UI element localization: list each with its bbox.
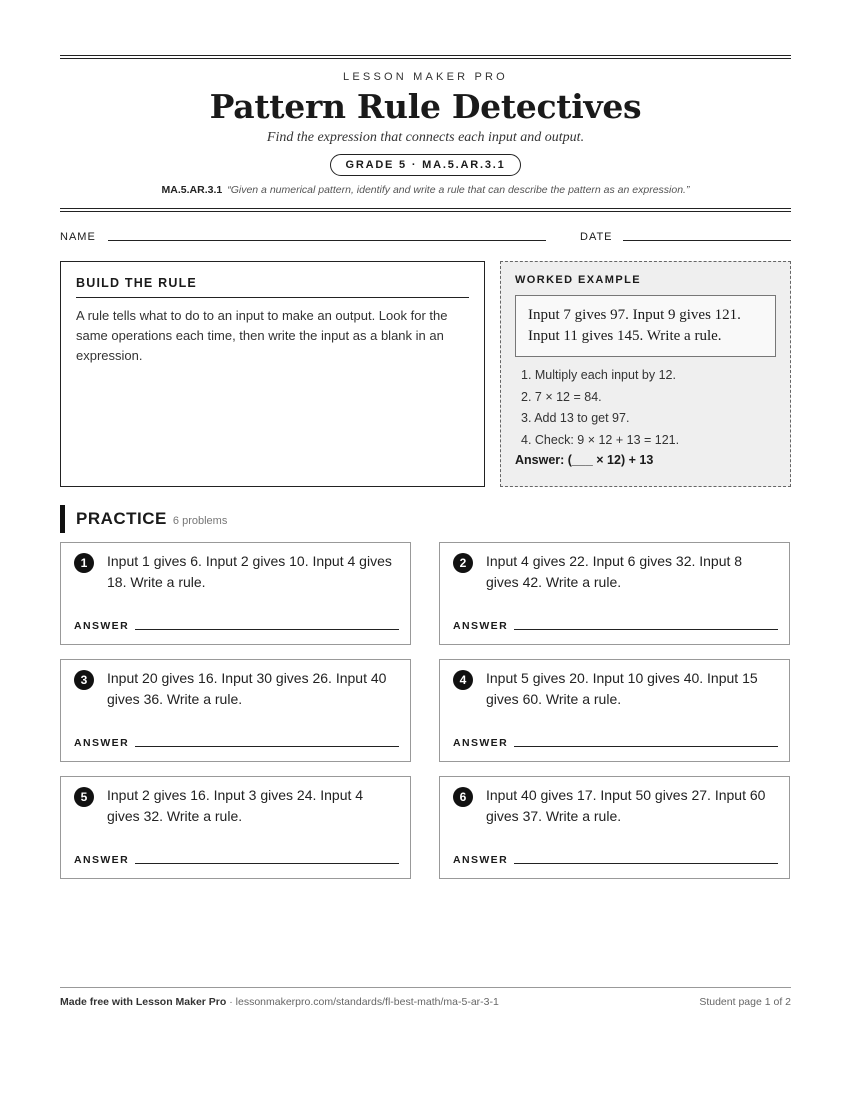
grade-badge: GRADE 5 · MA.5.AR.3.1 bbox=[330, 154, 520, 176]
build-rule-heading: BUILD THE RULE bbox=[76, 276, 469, 298]
answer-field[interactable] bbox=[514, 746, 778, 747]
problem-text: Input 20 gives 16. Input 30 gives 26. Input 40 gives 36. Write a rule. bbox=[107, 670, 387, 707]
worked-example-steps bbox=[521, 365, 790, 451]
worked-step: 4. Check: 9 × 12 + 13 = 121. bbox=[521, 432, 680, 447]
problem-number-badge: 3 bbox=[74, 670, 94, 690]
answer-field[interactable] bbox=[514, 863, 778, 864]
answer-label: ANSWER bbox=[453, 854, 509, 866]
problem-card-5 bbox=[60, 776, 411, 879]
problem-card-4 bbox=[439, 659, 790, 762]
footer-url[interactable]: · lessonmakerpro.com/standards/fl-best-math/ma-5-ar-3-1 bbox=[229, 996, 499, 1008]
practice-count: 6 problems bbox=[172, 515, 228, 527]
date-field[interactable] bbox=[623, 240, 791, 241]
worked-example-answer: Answer: (___ × 12) + 13 bbox=[515, 453, 654, 467]
worked-step: 3. Add 13 to get 97. bbox=[521, 411, 630, 425]
name-date-row bbox=[60, 229, 791, 245]
answer-field[interactable] bbox=[514, 629, 778, 630]
worked-example-problem: Input 7 gives 97. Input 9 gives 121. Input 11 gives 145. Write a rule. bbox=[515, 295, 776, 357]
problem-text: Input 4 gives 22. Input 6 gives 32. Input 8 gives 42. Write a rule. bbox=[486, 553, 743, 590]
brand-name: LESSON MAKER PRO bbox=[343, 71, 508, 83]
problem-card-1 bbox=[60, 542, 411, 645]
problem-text: Input 1 gives 6. Input 2 gives 10. Input 4 gives 18. Write a rule. bbox=[107, 553, 392, 590]
worksheet-page bbox=[60, 0, 791, 1008]
name-label: NAME bbox=[60, 231, 96, 243]
problem-number-badge: 1 bbox=[74, 553, 94, 573]
practice-heading: PRACTICE bbox=[76, 509, 167, 528]
problem-card-6 bbox=[439, 776, 790, 879]
problem-number-badge: 6 bbox=[453, 787, 473, 807]
worked-example-box bbox=[500, 261, 791, 487]
problem-text: Input 2 gives 16. Input 3 gives 24. Input 4 gives 32. Write a rule. bbox=[107, 787, 364, 824]
footer-page-number: Student page 1 of 2 bbox=[699, 996, 791, 1008]
worked-step: 2. 7 × 12 = 84. bbox=[521, 389, 602, 404]
standard-code: MA.5.AR.3.1 bbox=[161, 184, 223, 196]
problem-text: Input 5 gives 20. Input 10 gives 40. Input 15 gives 60. Write a rule. bbox=[486, 670, 758, 707]
answer-label: ANSWER bbox=[453, 620, 509, 632]
date-label: DATE bbox=[580, 231, 613, 243]
practice-section-header bbox=[60, 505, 227, 533]
page-title: Pattern Rule Detectives bbox=[209, 87, 642, 126]
answer-field[interactable] bbox=[135, 746, 399, 747]
answer-field[interactable] bbox=[135, 863, 399, 864]
worked-example-heading: WORKED EXAMPLE bbox=[515, 274, 641, 286]
build-rule-text: A rule tells what to do to an input to make an output. Look for the same operations each time, then write the input as a blank in an expression. bbox=[76, 308, 448, 363]
build-the-rule-box bbox=[60, 261, 485, 487]
standard-text: “Given a numerical pattern, identify and write a rule that can describe the pattern as an expression.” bbox=[227, 184, 690, 196]
problem-number-badge: 5 bbox=[74, 787, 94, 807]
answer-label: ANSWER bbox=[74, 620, 130, 632]
problem-card-2 bbox=[439, 542, 790, 645]
page-footer bbox=[60, 987, 791, 1008]
problem-number-badge: 4 bbox=[453, 670, 473, 690]
problem-number-badge: 2 bbox=[453, 553, 473, 573]
top-divider bbox=[60, 55, 791, 59]
problem-card-3 bbox=[60, 659, 411, 762]
answer-field[interactable] bbox=[135, 629, 399, 630]
answer-label: ANSWER bbox=[74, 854, 130, 866]
footer-made-with: Made free with Lesson Maker Pro bbox=[60, 996, 227, 1008]
answer-label: ANSWER bbox=[453, 737, 509, 749]
answer-label: ANSWER bbox=[74, 737, 130, 749]
worked-step: 1. Multiply each input by 12. bbox=[521, 368, 676, 382]
standard-description bbox=[60, 184, 791, 196]
problem-text: Input 40 gives 17. Input 50 gives 27. Input 60 gives 37. Write a rule. bbox=[486, 787, 766, 824]
page-subtitle: Find the expression that connects each input and output. bbox=[266, 130, 585, 145]
header-divider bbox=[60, 208, 791, 212]
name-field[interactable] bbox=[108, 240, 546, 241]
